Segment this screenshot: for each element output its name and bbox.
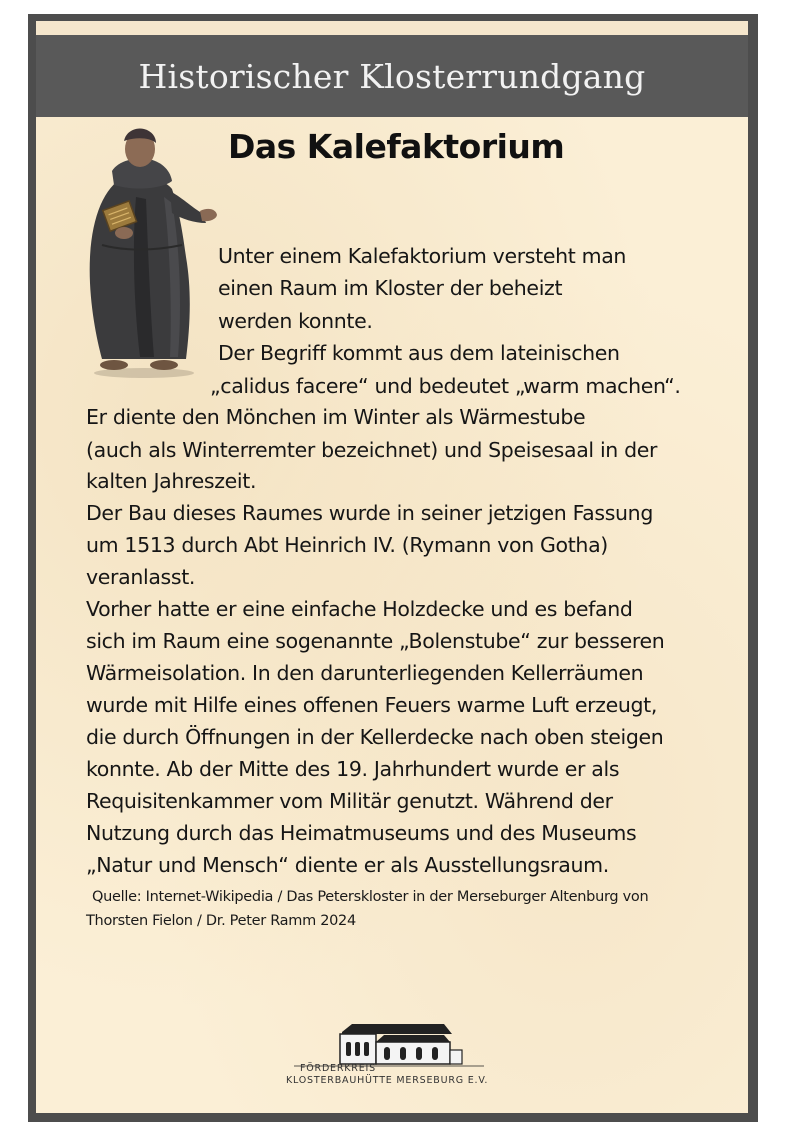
top-strip	[36, 21, 748, 35]
source-line: Quelle: Internet-Wikipedia / Das Peterskloster in der Merseburger Altenburg von	[92, 889, 649, 905]
body-line: Der Bau dieses Raumes wurde in seiner jetzigen Fassung	[86, 501, 653, 525]
body-line: Unter einem Kalefaktorium versteht man	[218, 244, 627, 268]
logo-text-line2: KLOSTERBAUHÜTTE MERSEBURG E.V.	[286, 1075, 489, 1086]
monk-figure-image	[74, 127, 220, 379]
body-line: Nutzung durch das Heimatmuseums und des Museums	[86, 821, 637, 845]
body-line: die durch Öffnungen in der Kellerdecke nach oben steigen	[86, 725, 664, 749]
body-line: (auch als Winterremter bezeichnet) und Speisesaal in der	[86, 438, 658, 462]
body-line: kalten Jahreszeit.	[86, 469, 257, 493]
body-line: „Natur und Mensch“ diente er als Ausstellungsraum.	[86, 853, 609, 877]
body-line: Der Begriff kommt aus dem lateinischen	[218, 341, 620, 365]
body-line: sich im Raum eine sogenannte „Bolenstube“ zur besseren	[86, 629, 665, 653]
page-title: Das Kalefaktorium	[228, 127, 565, 166]
body-line: einen Raum im Kloster der beheizt	[218, 276, 563, 300]
body-line: Vorher hatte er eine einfache Holzdecke und es befand	[86, 597, 633, 621]
body-line: „calidus facere“ und bedeutet „warm machen“.	[210, 374, 681, 398]
logo-text-line1: FÖRDERKREIS	[300, 1063, 376, 1074]
body-line: Er diente den Mönchen im Winter als Wärmestube	[86, 405, 586, 429]
body-line: Wärmeisolation. In den darunterliegenden Kellerräumen	[86, 661, 644, 685]
body-line: konnte. Ab der Mitte des 19. Jahrhundert wurde er als	[86, 757, 620, 781]
body-line: wurde mit Hilfe eines offenen Feuers warme Luft erzeugt,	[86, 693, 657, 717]
body-line: veranlasst.	[86, 565, 196, 589]
body-line: werden konnte.	[218, 309, 373, 333]
header-bar	[36, 35, 748, 117]
source-line: Thorsten Fielon / Dr. Peter Ramm 2024	[86, 913, 356, 929]
body-line: um 1513 durch Abt Heinrich IV. (Rymann von Gotha)	[86, 533, 608, 557]
header-title: Historischer Klosterrundgang	[138, 56, 646, 96]
body-line: Requisitenkammer vom Militär genutzt. Während der	[86, 789, 613, 813]
